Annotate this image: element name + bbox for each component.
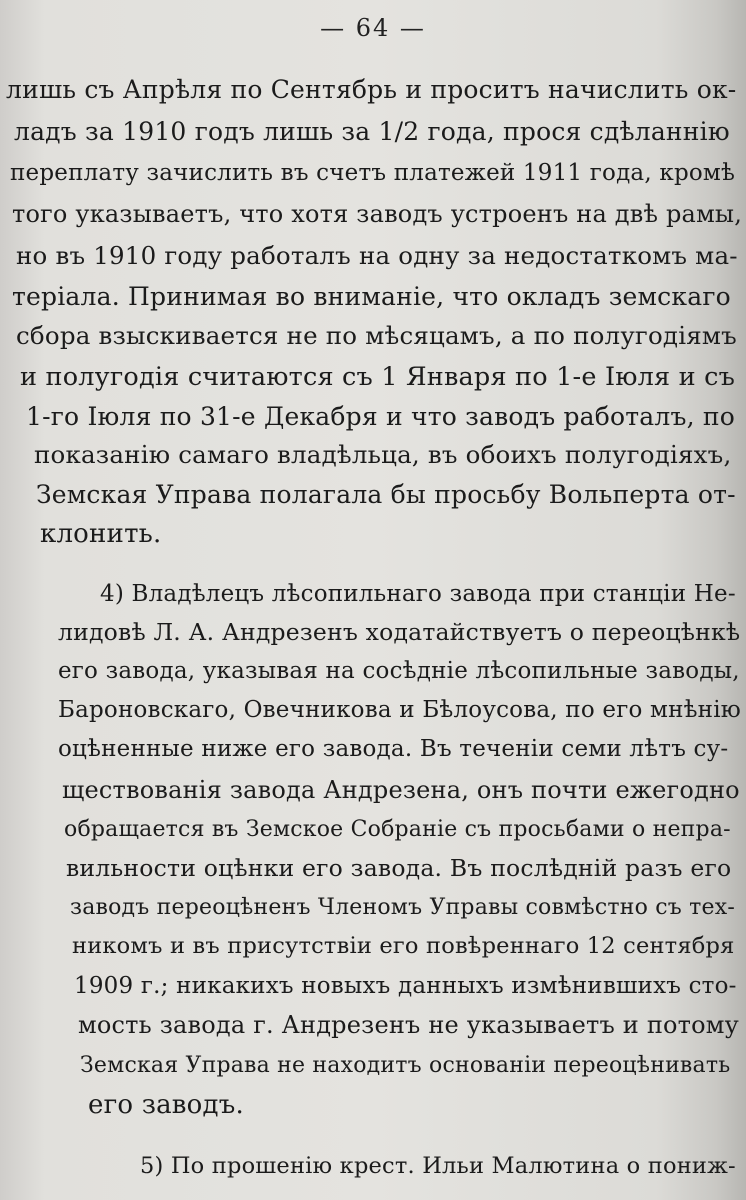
text-line: 5) По прошенію крест. Ильи Малютина о пониж- xyxy=(140,1153,736,1179)
text-line: вильности оцѣнки его завода. Въ послѣдній разъ его xyxy=(66,854,732,882)
text-line: Земская Управа полагала бы просьбу Вольперта от- xyxy=(36,480,736,509)
text-line: заводъ переоцѣненъ Членомъ Управы совмѣстно съ тех- xyxy=(70,895,735,920)
text-line: теріала. Принимая во вниманіе, что окладъ земскаго xyxy=(12,282,731,311)
text-line: ладъ за 1910 годъ лишь за 1/2 года, прося сдѣланнію xyxy=(14,117,730,146)
page-number: — 64 — xyxy=(320,14,426,42)
text-line: ществованія завода Андрезена, онъ почти ежегодно xyxy=(62,776,740,804)
text-line: 4) Владѣлецъ лѣсопильнаго завода при станціи Не- xyxy=(100,581,736,607)
text-line: мость завода г. Андрезенъ не указываетъ и потому xyxy=(78,1011,739,1039)
text-line: 1-го Іюля по 31-е Декабря и что заводъ работалъ, по xyxy=(26,402,735,431)
text-line: обращается въ Земское Собраніе съ просьбами о непра- xyxy=(64,817,731,842)
text-line: того указываетъ, что хотя заводъ устроенъ на двѣ рамы, xyxy=(12,200,743,228)
text-line: но въ 1910 году работалъ на одну за недостаткомъ ма- xyxy=(16,241,738,270)
text-line: лидовѣ Л. А. Андрезенъ ходатайствуетъ о переоцѣнкѣ xyxy=(58,618,741,646)
text-line: никомъ и въ присутствіи его повѣреннаго 12 сентября xyxy=(72,933,735,959)
text-line: оцѣненные ниже его завода. Въ теченіи семи лѣтъ су- xyxy=(58,736,729,762)
text-line: переплату зачислить въ счетъ платежей 1911 года, кромѣ xyxy=(10,160,736,186)
text-line: Земская Управа не находитъ основаніи переоцѣнивать xyxy=(80,1053,731,1078)
text-line: лишь съ Апрѣля по Сентябрь и проситъ начислить ок- xyxy=(6,75,737,104)
text-line: его завода, указывая на сосѣдніе лѣсопильные заводы, xyxy=(58,658,740,684)
text-line: Бароновскаго, Овечникова и Бѣлоусова, по его мнѣнію xyxy=(58,697,741,723)
text-line: клонить. xyxy=(40,519,162,549)
text-line: и полугодія считаются съ 1 Января по 1-е Іюля и съ xyxy=(20,362,736,392)
text-line: показанію самаго владѣльца, въ обоихъ полугодіяхъ, xyxy=(34,440,732,469)
text-line: его заводъ. xyxy=(88,1090,244,1120)
text-line: 1909 г.; никакихъ новыхъ данныхъ измѣнившихъ сто- xyxy=(74,973,737,999)
text-line: сбора взыскивается не по мѣсяцамъ, а по полугодіямъ xyxy=(16,321,737,350)
